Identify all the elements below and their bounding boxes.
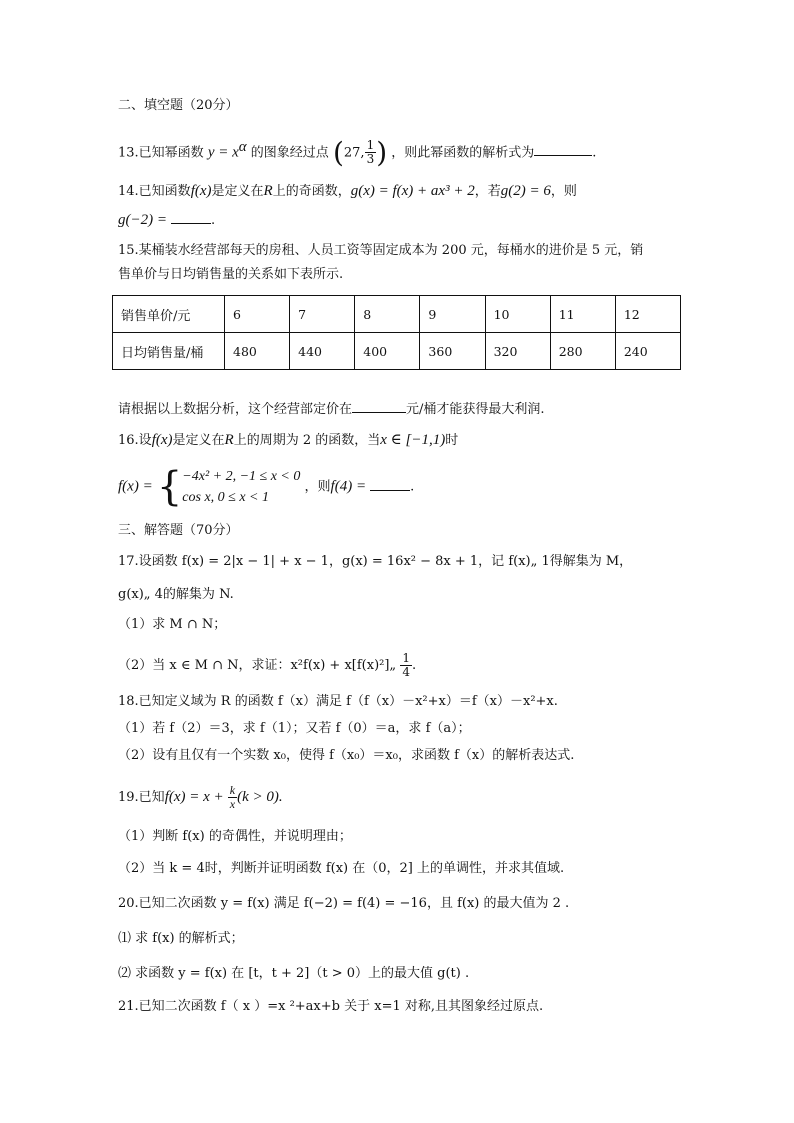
table-cell: 240 (615, 333, 680, 370)
table-cell: 12 (615, 296, 680, 333)
q19-fraction (228, 784, 237, 811)
q13-text-b: 的图象经过点 (250, 145, 329, 161)
question-19-part1: （1）判断 f(x) 的奇偶性，并说明理由； (118, 829, 352, 844)
q15-answer-blank[interactable] (352, 400, 406, 413)
q17-fraction (400, 652, 412, 679)
q13-frac-num: 1 (366, 138, 375, 153)
q15-after-b: 元/桶才能获得最大利润. (406, 402, 545, 417)
q14-g: g(x) = f(x) + ax³ + 2 (350, 183, 475, 199)
q16-piecewise (118, 466, 414, 508)
q14-end: . (210, 213, 216, 228)
table-cell: 9 (420, 296, 485, 333)
question-19-part2: （2）当 k = 4时，判断并证明函数 f(x) 在（0，2] 上的单调性，并求其值域. (118, 861, 565, 876)
q16-text-e: ，则 (304, 479, 331, 495)
q13-formula: y = x (207, 144, 239, 161)
q14-text-c: 上的奇函数， (272, 184, 351, 199)
q16-answer-blank[interactable] (370, 478, 410, 491)
q16-text-c: 上的周期为 2 的函数，当 (233, 433, 381, 448)
q16-text-b: 是定义在 (172, 433, 225, 448)
question-13 (118, 135, 597, 169)
question-17-part2 (118, 652, 416, 679)
q13-fraction (365, 139, 377, 166)
question-14-line2 (118, 210, 215, 231)
q16-brace: { (156, 464, 183, 510)
table-cell: 6 (225, 296, 290, 333)
q16-R: R (224, 432, 234, 448)
q16-text-d: 时 (445, 433, 459, 448)
q14-answer-blank[interactable] (171, 211, 211, 224)
q17-end: . (411, 658, 417, 673)
table-cell: 7 (290, 296, 355, 333)
question-17-line2: g(x)„ 4的解集为 N. (118, 587, 234, 602)
question-17-part1: （1）求 M ∩ N； (118, 617, 227, 632)
q16-text-a: 16.设 (118, 433, 152, 448)
table-cell: 480 (225, 333, 290, 370)
q17-frac-num: 1 (402, 651, 410, 665)
q14-text-d: ，若 (474, 184, 501, 199)
q17-frac-den: 4 (402, 665, 410, 679)
q13-point: 27, (343, 145, 365, 161)
q16-case2: cos x, 0 ≤ x < 1 (182, 490, 270, 505)
q19-frac-num: k (229, 783, 236, 797)
q14-g2: g(2) = 6 (500, 183, 551, 199)
q14-g-neg2: g(−2) = (118, 212, 167, 228)
table-cell: 8 (355, 296, 420, 333)
q16-f: f(x) (151, 432, 173, 448)
q14-text-a: 14.已知函数 (118, 184, 191, 199)
table-cell: 360 (420, 333, 485, 370)
q19-text-a: 19.已知 (118, 790, 165, 805)
question-17-line1: 17.设函数 f(x) = 2|x − 1| + x − 1，g(x) = 16x² − 8x + 1，记 f(x)„ 1得解集为 M， (118, 554, 633, 569)
table-cell: 280 (550, 333, 615, 370)
section-heading-fill-in: 二、填空题（20分） (118, 98, 239, 113)
question-14 (118, 181, 577, 202)
question-20-line1: 20.已知二次函数 y = f(x) 满足 f(−2) = f(4) = −16，且 f(x) 的最大值为 2 . (118, 896, 570, 911)
q13-frac-den: 3 (366, 152, 375, 167)
price-sales-table (112, 295, 681, 370)
q14-text-e: ，则 (550, 184, 577, 199)
q13-open-paren: ( (332, 135, 344, 169)
question-18-part1: （1）若 f（2）＝3，求 f（1）；又若 f（0）＝a，求 f（a）； (118, 721, 471, 736)
q16-cases (182, 466, 300, 508)
q16-case1: −4x² + 2, −1 ≤ x < 0 (182, 469, 301, 484)
question-21-line1: 21.已知二次函数 f（ x ）=x ²+ax+b 关于 x=1 对称,且其图象经过原点. (118, 999, 544, 1014)
table-row-price (113, 296, 681, 333)
table-cell: 11 (550, 296, 615, 333)
question-15-line2: 售单价与日均销售量的关系如下表所示. (118, 267, 344, 282)
q15-after-a: 请根据以上数据分析，这个经营部定价在 (118, 402, 353, 417)
table-header-sales: 日均销售量/桶 (113, 333, 225, 370)
question-20-part2: ⑵ 求函数 y = f(x) 在 [t，t + 2]（t > 0）上的最大值 g(t) . (118, 966, 470, 981)
q19-f: f(x) = x + (164, 789, 224, 805)
q14-text-b: 是定义在 (211, 184, 264, 199)
table-cell: 400 (355, 333, 420, 370)
q16-condition: x ∈ [−1,1) (380, 432, 446, 448)
q19-text-b: (k > 0). (237, 789, 283, 805)
q13-answer-blank[interactable] (534, 143, 592, 156)
question-19 (118, 784, 283, 811)
table-cell: 10 (485, 296, 550, 333)
question-18-part2: （2）设有且仅有一个实数 x₀，使得 f（x₀）＝x₀，求函数 f（x）的解析表达式. (118, 748, 575, 763)
table-row-sales (113, 333, 681, 370)
table-header-price: 销售单价/元 (113, 296, 225, 333)
question-15-after (118, 400, 545, 420)
q16-lhs: f(x) = (118, 478, 153, 495)
q14-R: R (263, 183, 273, 199)
q13-close-paren: ) (376, 135, 388, 169)
table-cell: 440 (290, 333, 355, 370)
question-16 (118, 430, 458, 451)
question-20-part1: ⑴ 求 f(x) 的解析式； (118, 931, 244, 946)
question-18-line1: 18.已知定义域为 R 的函数 f（x）满足 f（f（x）－x²+x）＝f（x）－x²+x. (118, 694, 558, 709)
table-cell: 320 (485, 333, 550, 370)
q13-text-a: 13.已知幂函数 (118, 145, 204, 161)
q16-f4: f(4) = (330, 478, 367, 495)
q13-text-c: ，则此幂函数的解析式为 (391, 145, 535, 161)
question-15-line1: 15.某桶装水经营部每天的房租、人员工资等固定成本为 200 元，每桶水的进价是 5 元，销 (118, 243, 644, 258)
section-heading-solve: 三、解答题（70分） (118, 523, 239, 538)
q13-end: . (592, 145, 597, 161)
q16-end: . (410, 479, 415, 495)
q17-part2-text: （2）当 x ∈ M ∩ N，求证：x²f(x) + x[f(x)²]„ (118, 658, 397, 673)
q14-f: f(x) (190, 183, 212, 199)
q13-exponent: α (238, 139, 247, 155)
q19-frac-den: x (229, 797, 236, 811)
